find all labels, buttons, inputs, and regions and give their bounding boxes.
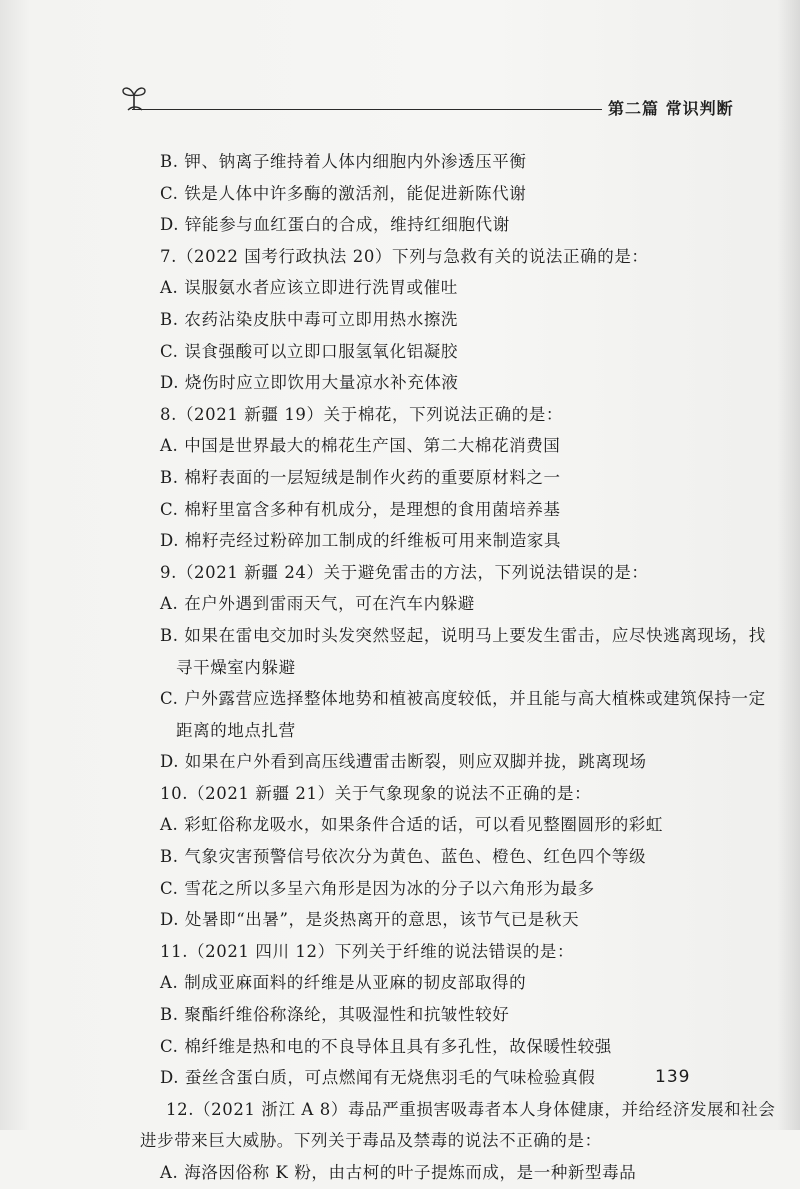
answer-option: B. 钾、钠离子维持着人体内细胞内外渗透压平衡: [160, 152, 527, 171]
question-stem: 11.（2021 四川 12）下列关于纤维的说法错误的是：: [160, 941, 575, 961]
question-stem: 7.（2022 国考行政执法 20）下列与急救有关的说法正确的是：: [160, 246, 649, 266]
page-header: [110, 82, 734, 122]
question-stem: 10.（2021 新疆 21）关于气象现象的说法不正确的是：: [160, 783, 592, 803]
header-rule: [132, 109, 602, 110]
question-list: [140, 146, 776, 1189]
answer-option: D. 锌能参与血红蛋白的合成，维持红细胞代谢: [160, 215, 510, 235]
answer-option: B. 农药沾染皮肤中毒可立即用热水擦洗: [160, 309, 459, 329]
chapter-title: 第二篇 常识判断: [608, 99, 734, 118]
question-stem: 12.（2021 浙江 A 8）毒品严重损害吸毒者本人身体健康，并给经济发展和社会: [166, 1099, 776, 1119]
page-number: 139: [655, 1067, 691, 1087]
answer-option: D. 如果在户外看到高压线遭雷击断裂，则应双脚并拢，跳离现场: [160, 752, 647, 772]
answer-option: D. 处暑即“出暑”，是炎热离开的意思，该节气已是秋天: [160, 910, 580, 930]
answer-option: A. 彩虹俗称龙吸水，如果条件合适的话，可以看见整圈圆形的彩虹: [160, 815, 664, 835]
question-stem: 8.（2021 新疆 19）关于棉花，下列说法正确的是：: [160, 404, 564, 424]
answer-option: C. 误食强酸可以立即口服氢氧化铝凝胶: [160, 341, 458, 361]
answer-option: A. 海洛因俗称 K 粉，由古柯的叶子提炼而成，是一种新型毒品: [160, 1163, 637, 1182]
text-line: 进步带来巨大威胁。下列关于毒品及禁毒的说法不正确的是：: [140, 1131, 602, 1151]
sprout-icon: [120, 82, 148, 112]
text-line: 距离的地点扎营: [176, 720, 296, 740]
answer-option: C. 铁是人体中许多酶的激活剂，能促进新陈代谢: [160, 183, 527, 203]
answer-option: B. 棉籽表面的一层短绒是制作火药的重要原材料之一: [160, 467, 561, 487]
answer-option: D. 烧伤时应立即饮用大量凉水补充体液: [160, 373, 459, 393]
answer-option: A. 在户外遇到雷雨天气，可在汽车内躲避: [160, 594, 475, 614]
answer-option: D. 蚕丝含蛋白质，可点燃闻有无烧焦羽毛的气味检验真假: [160, 1068, 596, 1088]
answer-option: C. 棉纤维是热和电的不良导体且具有多孔性，故保暖性较强: [160, 1036, 612, 1056]
answer-option: A. 制成亚麻面料的纤维是从亚麻的韧皮部取得的: [160, 973, 527, 993]
answer-option: B. 气象灾害预警信号依次分为黄色、蓝色、橙色、红色四个等级: [160, 847, 647, 867]
answer-option: C. 棉籽里富含多种有机成分，是理想的食用菌培养基: [160, 499, 561, 519]
answer-option: B. 聚酯纤维俗称涤纶，其吸湿性和抗皱性较好: [160, 1005, 510, 1025]
answer-option: C. 雪花之所以多呈六角形是因为冰的分子以六角形为最多: [160, 878, 595, 898]
answer-option: A. 中国是世界最大的棉花生产国、第二大棉花消费国: [160, 436, 561, 456]
question-stem: 9.（2021 新疆 24）关于避免雷击的方法，下列说法错误的是：: [160, 562, 649, 582]
answer-option: B. 如果在雷电交加时头发突然竖起，说明马上要发生雷击，应尽快逃离现场，找: [160, 625, 766, 645]
answer-option: A. 误服氨水者应该立即进行洗胃或催吐: [160, 278, 458, 298]
page-binding-shadow: [778, 0, 800, 1130]
text-line: 寻干燥室内躲避: [176, 657, 296, 677]
answer-option: D. 棉籽壳经过粉碎加工制成的纤维板可用来制造家具: [160, 531, 562, 551]
answer-option: C. 户外露营应选择整体地势和植被高度较低，并且能与高大植株或建筑保持一定: [160, 689, 766, 709]
